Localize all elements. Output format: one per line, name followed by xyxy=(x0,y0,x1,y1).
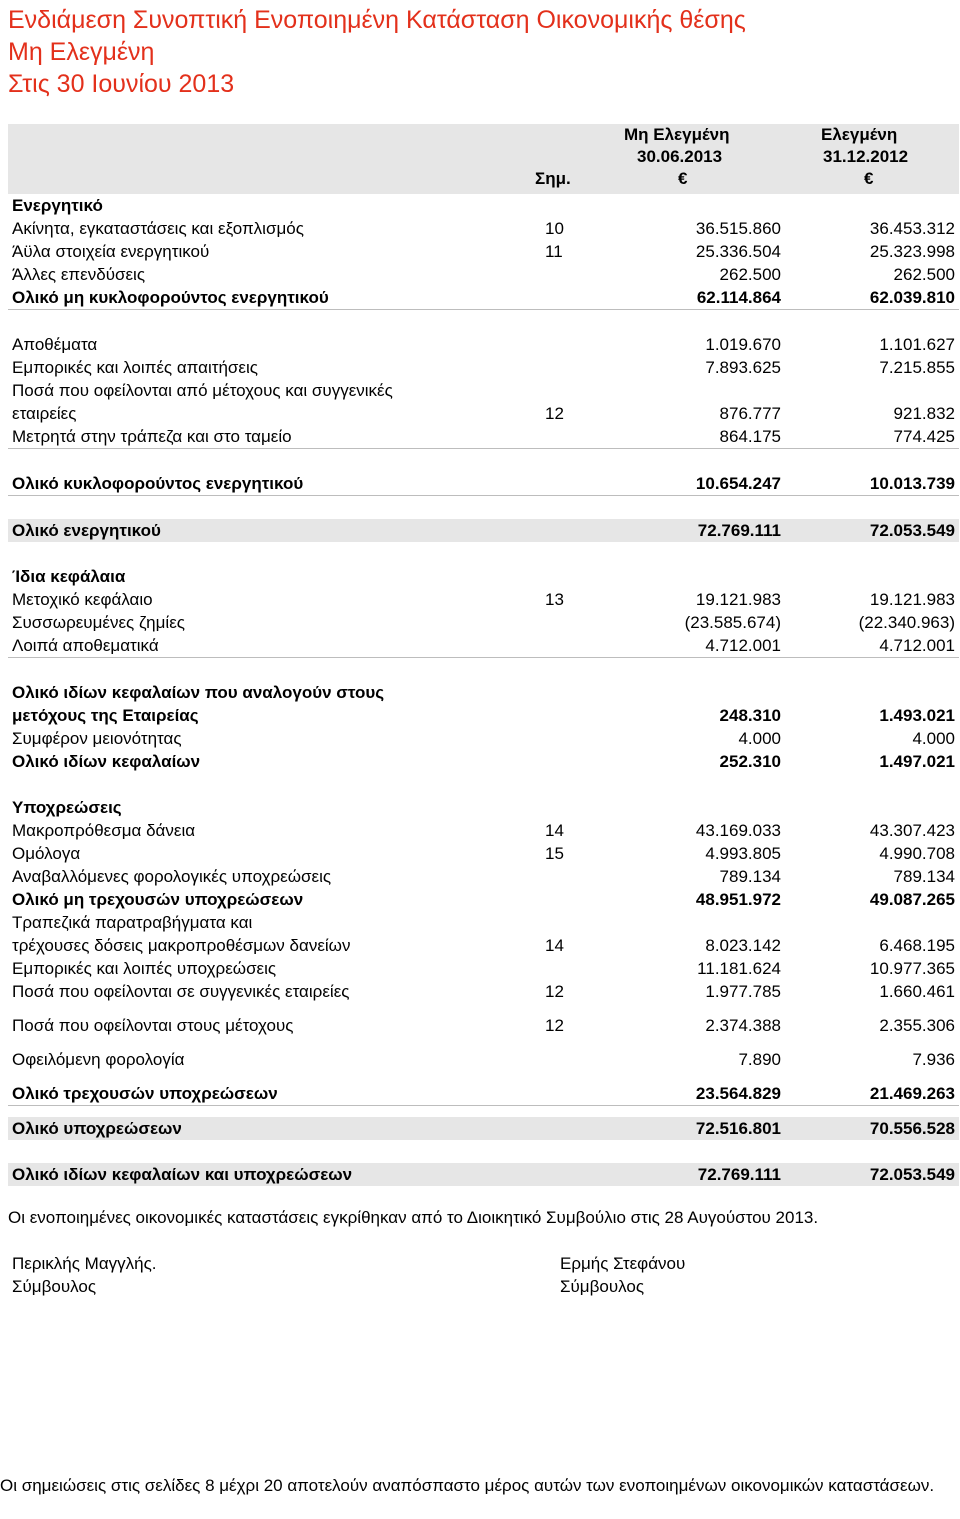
table-row: Ακίνητα, εγκαταστάσεις και εξοπλισμός 10 36.515.860 36.453.312 xyxy=(12,219,955,238)
table-row: Συμφέρον μειονότητας 4.000 4.000 xyxy=(12,729,955,748)
signatory-role: Σύμβουλος xyxy=(12,1277,97,1296)
title-line-1: Ενδιάμεση Συνοπτική Ενοποιημένη Κατάσταση Οικονομικής θέσης xyxy=(8,6,746,34)
table-header xyxy=(8,124,959,194)
table-row: Εμπορικές και λοιπές απαιτήσεις 7.893.625 7.215.855 xyxy=(12,358,955,377)
header-col2-currency: € xyxy=(864,169,874,188)
table-row: Ολικό μη κυκλοφορούντος ενεργητικού 62.114.864 62.039.810 xyxy=(8,286,959,310)
title-line-3: Στις 30 Ιουνίου 2013 xyxy=(8,70,235,98)
table-row: Μετοχικό κεφάλαιο 13 19.121.983 19.121.983 xyxy=(12,590,955,609)
table-row: Ενεργητικό xyxy=(12,196,103,215)
table-row: Μακροπρόθεσμα δάνεια 14 43.169.033 43.307.423 xyxy=(12,821,955,840)
table-row: Ολικό ιδίων κεφαλαίων που αναλογούν στους μετόχους της Εταιρείας 248.310 1.493.021 xyxy=(12,683,955,725)
document-title xyxy=(8,4,746,100)
approval-statement: Οι ενοποιημένες οικονομικές καταστάσεις εγκρίθηκαν από το Διοικητικό Συμβούλιο στις 28 Αυγούστου 2013. xyxy=(8,1208,819,1227)
table-row: Ίδια κεφάλαια xyxy=(12,567,126,586)
header-col2-date: 31.12.2012 xyxy=(823,147,909,166)
table-row: Ολικό ιδίων κεφαλαίων και υποχρεώσεων 72.769.111 72.053.549 xyxy=(8,1163,959,1186)
signatory-2 xyxy=(560,1252,685,1298)
table-row: Υποχρεώσεις xyxy=(12,798,122,817)
header-col2-status: Ελεγμένη xyxy=(821,125,898,144)
table-row: Ολικό ιδίων κεφαλαίων 252.310 1.497.021 xyxy=(12,752,955,771)
title-line-2: Μη Ελεγμένη xyxy=(8,38,155,66)
table-row: Τραπεζικά παρατραβήγματα και τρέχουσες δόσεις μακροπροθέσμων δανείων 14 8.023.142 6.468.195 xyxy=(12,913,955,955)
financial-position-table xyxy=(8,124,959,1186)
signatory-1 xyxy=(12,1252,157,1298)
table-row: Ολικό κυκλοφορούντος ενεργητικού 10.654.247 10.013.739 xyxy=(8,472,959,496)
signatory-name: Ερμής Στεφάνου xyxy=(560,1254,686,1273)
table-row: Ολικό ενεργητικού 72.769.111 72.053.549 xyxy=(8,519,959,542)
table-row: Ομόλογα 15 4.993.805 4.990.708 xyxy=(12,844,955,863)
table-row: Ολικό τρεχουσών υποχρεώσεων 23.564.829 21.469.263 xyxy=(8,1082,959,1106)
signatory-name: Περικλής Μαγγλής. xyxy=(12,1254,157,1273)
table-row: Ολικό μη τρεχουσών υποχρεώσεων 48.951.972 49.087.265 xyxy=(12,890,955,909)
table-row: Λοιπά αποθεματικά 4.712.001 4.712.001 xyxy=(8,634,959,658)
signatory-role: Σύμβουλος xyxy=(560,1277,645,1296)
table-row: Εμπορικές και λοιπές υποχρεώσεις 11.181.624 10.977.365 xyxy=(12,959,955,978)
header-note: Σημ. xyxy=(535,169,571,188)
header-col1-status: Μη Ελεγμένη xyxy=(624,125,730,144)
table-row: Άλλες επενδύσεις 262.500 262.500 xyxy=(12,265,955,284)
table-row: Άϋλα στοιχεία ενεργητικού 11 25.336.504 25.323.998 xyxy=(12,242,955,261)
table-row: Αποθέματα 1.019.670 1.101.627 xyxy=(12,335,955,354)
table-row: Αναβαλλόμενες φορολογικές υποχρεώσεις 789.134 789.134 xyxy=(12,867,955,886)
table-row: Μετρητά στην τράπεζα και στο ταμείο 864.175 774.425 xyxy=(8,425,959,449)
table-row: Ολικό υποχρεώσεων 72.516.801 70.556.528 xyxy=(8,1117,959,1140)
table-row: Ποσά που οφείλονται από μέτοχους και συγγενικές εταιρείες 12 876.777 921.832 xyxy=(12,381,955,423)
table-row: Οφειλόμενη φορολογία 7.890 7.936 xyxy=(12,1050,955,1069)
table-row: Ποσά που οφείλονται σε συγγενικές εταιρείες 12 1.977.785 1.660.461 xyxy=(12,982,955,1001)
table-row: Ποσά που οφείλονται στους μέτοχους 12 2.374.388 2.355.306 xyxy=(12,1016,955,1035)
header-col1-currency: € xyxy=(678,169,688,188)
footer-note: Οι σημειώσεις στις σελίδες 8 μέχρι 20 αποτελούν αναπόσπαστο μέρος αυτών των ενοποιημένων οικονομικών καταστάσεων. xyxy=(0,1476,935,1495)
header-col1-date: 30.06.2013 xyxy=(637,147,723,166)
table-row: Συσσωρευμένες ζημίες (23.585.674) (22.340.963) xyxy=(12,613,955,632)
